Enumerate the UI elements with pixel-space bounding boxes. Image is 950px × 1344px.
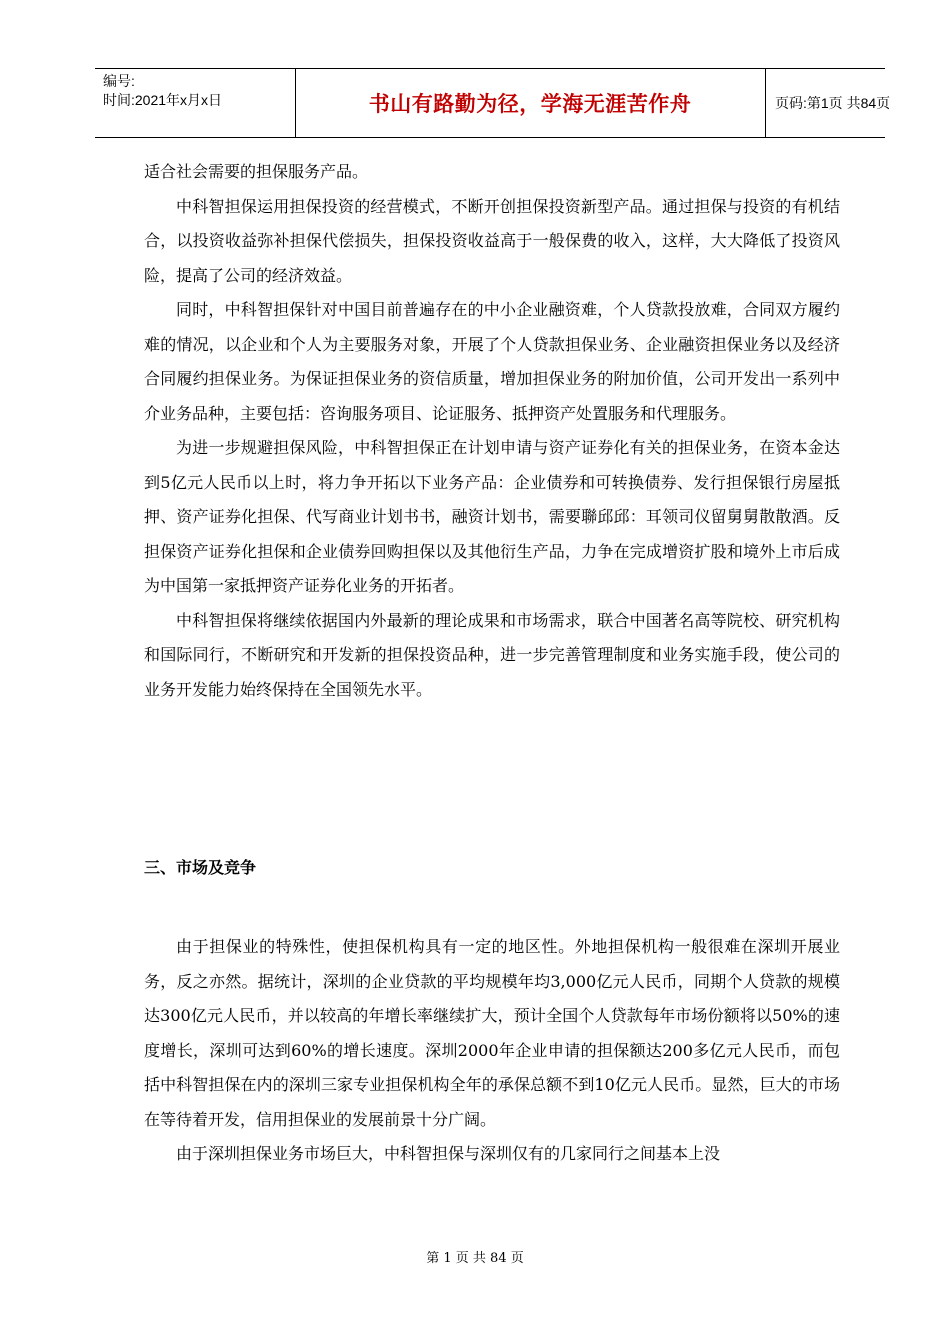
document-number-label: 编号: <box>103 73 135 89</box>
header-page-number: 页码:第1页 共84页 <box>775 95 891 111</box>
header-meta-cell <box>95 69 296 137</box>
body-text-top <box>144 155 840 707</box>
body-text-bottom <box>144 930 840 1172</box>
header-motto-cell <box>295 69 766 137</box>
paragraph: 适合社会需要的担保服务产品。 <box>144 162 369 181</box>
header-motto: 书山有路勤为径，学海无涯苦作舟 <box>368 92 692 116</box>
paragraph: 中科智担保运用担保投资的经营模式，不断开创担保投资新型产品。通过担保与投资的有机结合，以投资收益弥补担保代偿损失，担保投资收益高于一般保费的收入，这样，大大降低了投资风险，提高了公司的经济效益。 <box>144 196 840 285</box>
paragraph: 为进一步规避担保风险，中科智担保正在计划申请与资产证券化有关的担保业务，在资本金达到5亿元人民币以上时，将力争开拓以下业务产品：企业债券和可转换债券、发行担保银行房屋抵押、资产证券化担保、代写商业计划书书，融资计划书，需要聯邱邱：耳领司仪留舅舅散散酒。反担保资产证券化担保和企业债券回购担保以及其他衍生产品，力争在完成增资扩股和境外上市后成为中国第一家抵押资产证券化业务的开拓者。 <box>144 438 840 595</box>
paragraph: 由于深圳担保业务市场巨大，中科智担保与深圳仅有的几家同行之间基本上没 <box>176 1144 721 1163</box>
page-header <box>95 68 891 138</box>
document-time-label: 时间:2021年x月x日 <box>103 92 223 108</box>
page-footer: 第 1 页 共 84 页 <box>426 1251 524 1266</box>
paragraph: 由于担保业的特殊性，使担保机构具有一定的地区性。外地担保机构一般很难在深圳开展业务，反之亦然。据统计，深圳的企业贷款的平均规模年均3,000亿元人民币，同期个人贷款的规模达300亿元人民币，并以较高的年增长率继续扩大，预计全国个人贷款每年市场份额将以50%的速度增长，深圳可达到60%的增长速度。深圳2000年企业申请的担保额达200多亿元人民币，而包括中科智担保在内的深圳三家专业担保机构全年的承保总额不到10亿元人民币。显然，巨大的市场在等待着开发，信用担保业的发展前景十分广阔。 <box>144 937 840 1129</box>
section-heading: 三、市场及竞争 <box>144 858 257 877</box>
header-page-cell <box>765 69 891 137</box>
paragraph: 同时，中科智担保针对中国目前普遍存在的中小企业融资难，个人贷款投放难，合同双方履约难的情况，以企业和个人为主要服务对象，开展了个人贷款担保业务、企业融资担保业务以及经济合同履约担保业务。为保证担保业务的资信质量，增加担保业务的附加价值，公司开发出一系列中介业务品种，主要包括：咨询服务项目、论证服务、抵押资产处置服务和代理服务。 <box>144 300 840 423</box>
paragraph: 中科智担保将继续依据国内外最新的理论成果和市场需求，联合中国著名高等院校、研究机构和国际同行，不断研究和开发新的担保投资品种，进一步完善管理制度和业务实施手段，使公司的业务开发能力始终保持在全国领先水平。 <box>144 610 840 699</box>
